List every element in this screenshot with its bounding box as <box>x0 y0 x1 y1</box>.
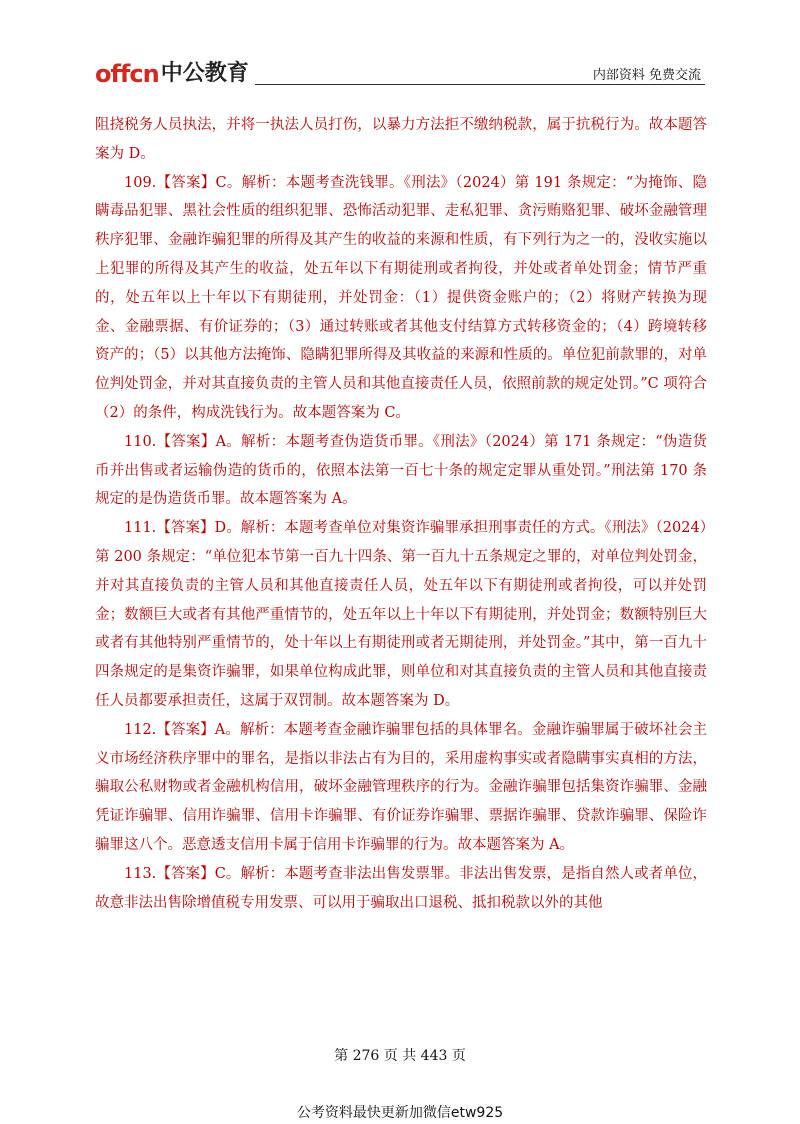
header-label: 内部资料 免费交流 <box>592 68 701 83</box>
answer-explanations <box>95 111 707 917</box>
logo-cn-text: 中公教育 <box>160 61 249 86</box>
paragraph-q110: 110.【答案】A。解析：本题考查伪造货币罪。《刑法》（2024）第 171 条规定：“伪造货币并出售或者运输伪造的货币的，依照本法第一百七十条的规定定罪从重处罚。”刑法第 170 条规定的是伪造货币罪。故本题答案为 A。 <box>95 433 707 508</box>
header-divider <box>255 84 705 85</box>
logo-latin-text: offcn <box>95 60 159 88</box>
paragraph-q113: 113.【答案】C。解析：本题考查非法出售发票罪。非法出售发票，是指自然人或者单位，故意非法出售除增值税专用发票、可以用于骗取出口退税、抵扣税款以外的其他 <box>95 865 707 911</box>
paragraph-q111: 111.【答案】D。解析：本题考查单位对集资诈骗罪承担刑事责任的方式。《刑法》（2024）第 200 条规定：“单位犯本节第一百九十四条、第一百九十五条规定之罪的，对单位判处罚金，并对其直接负责的主管人员和其他直接责任人员，处五年以下有期徒刑或者拘役，可以并处罚金；数额巨大或者有其他严重情节的，处五年以上十年以下有期徒刑，并处罚金；数额特别巨大或者有其他特别严重情节的，处十年以上有期徒刑或者无期徒刑，并处罚金。”其中，第一百九十四条规定的是集资诈骗罪，如果单位构成此罪，则单位和对其直接负责的主管人员和其他直接责任人员都要承担责任，这属于双罚制。故本题答案为 D。 <box>95 520 707 709</box>
paragraph-q112: 112.【答案】A。解析：本题考查金融诈骗罪包括的具体罪名。金融诈骗罪属于破坏社会主义市场经济秩序罪中的罪名，是指以非法占有为目的，采用虚构事实或者隐瞒事实真相的方法，骗取公私财物或者金融机构信用，破坏金融管理秩序的行为。金融诈骗罪包括集资诈骗罪、金融凭证诈骗罪、信用诈骗罪、信用卡诈骗罪、有价证券诈骗罪、票据诈骗罪、贷款诈骗罪、保险诈骗罪这八个。恶意透支信用卡属于信用卡诈骗罪的行为。故本题答案为 A。 <box>95 721 707 853</box>
page-number: 第 276 页 共 443 页 <box>334 1048 466 1064</box>
paragraph-q109: 109.【答案】C。解析：本题考查洗钱罪。《刑法》（2024）第 191 条规定：“为掩饰、隐瞒毒品犯罪、黑社会性质的组织犯罪、恐怖活动犯罪、走私犯罪、贪污贿赂犯罪、破坏金融管理秩序犯罪、金融诈骗犯罪的所得及其产生的收益的来源和性质，有下列行为之一的，没收实施以上犯罪的所得及其产生的收益，处五年以下有期徒刑或者拘役，并处或者单处罚金；情节严重的，处五年以上十年以下有期徒刑，并处罚金：（1）提供资金账户的；（2）将财产转换为现金、金融票据、有价证券的；（3）通过转账或者其他支付结算方式转移资金的；（4）跨境转移资产的；（5）以其他方法掩饰、隐瞒犯罪所得及其收益的来源和性质的。单位犯前款罪的，对单位判处罚金，并对其直接负责的主管人员和其他直接责任人员，依照前款的规定处罚。”C 项符合（2）的条件，构成洗钱行为。故本题答案为 C。 <box>95 174 707 421</box>
offcn-logo <box>95 58 249 86</box>
bottom-banner: 公考资料最快更新加微信etw925 <box>296 1105 504 1121</box>
paragraph-continuation: 阻挠税务人员执法，并将一执法人员打伤，以暴力方法拒不缴纳税款，属于抗税行为。故本题答案为 D。 <box>95 117 707 162</box>
page-header <box>95 58 705 86</box>
